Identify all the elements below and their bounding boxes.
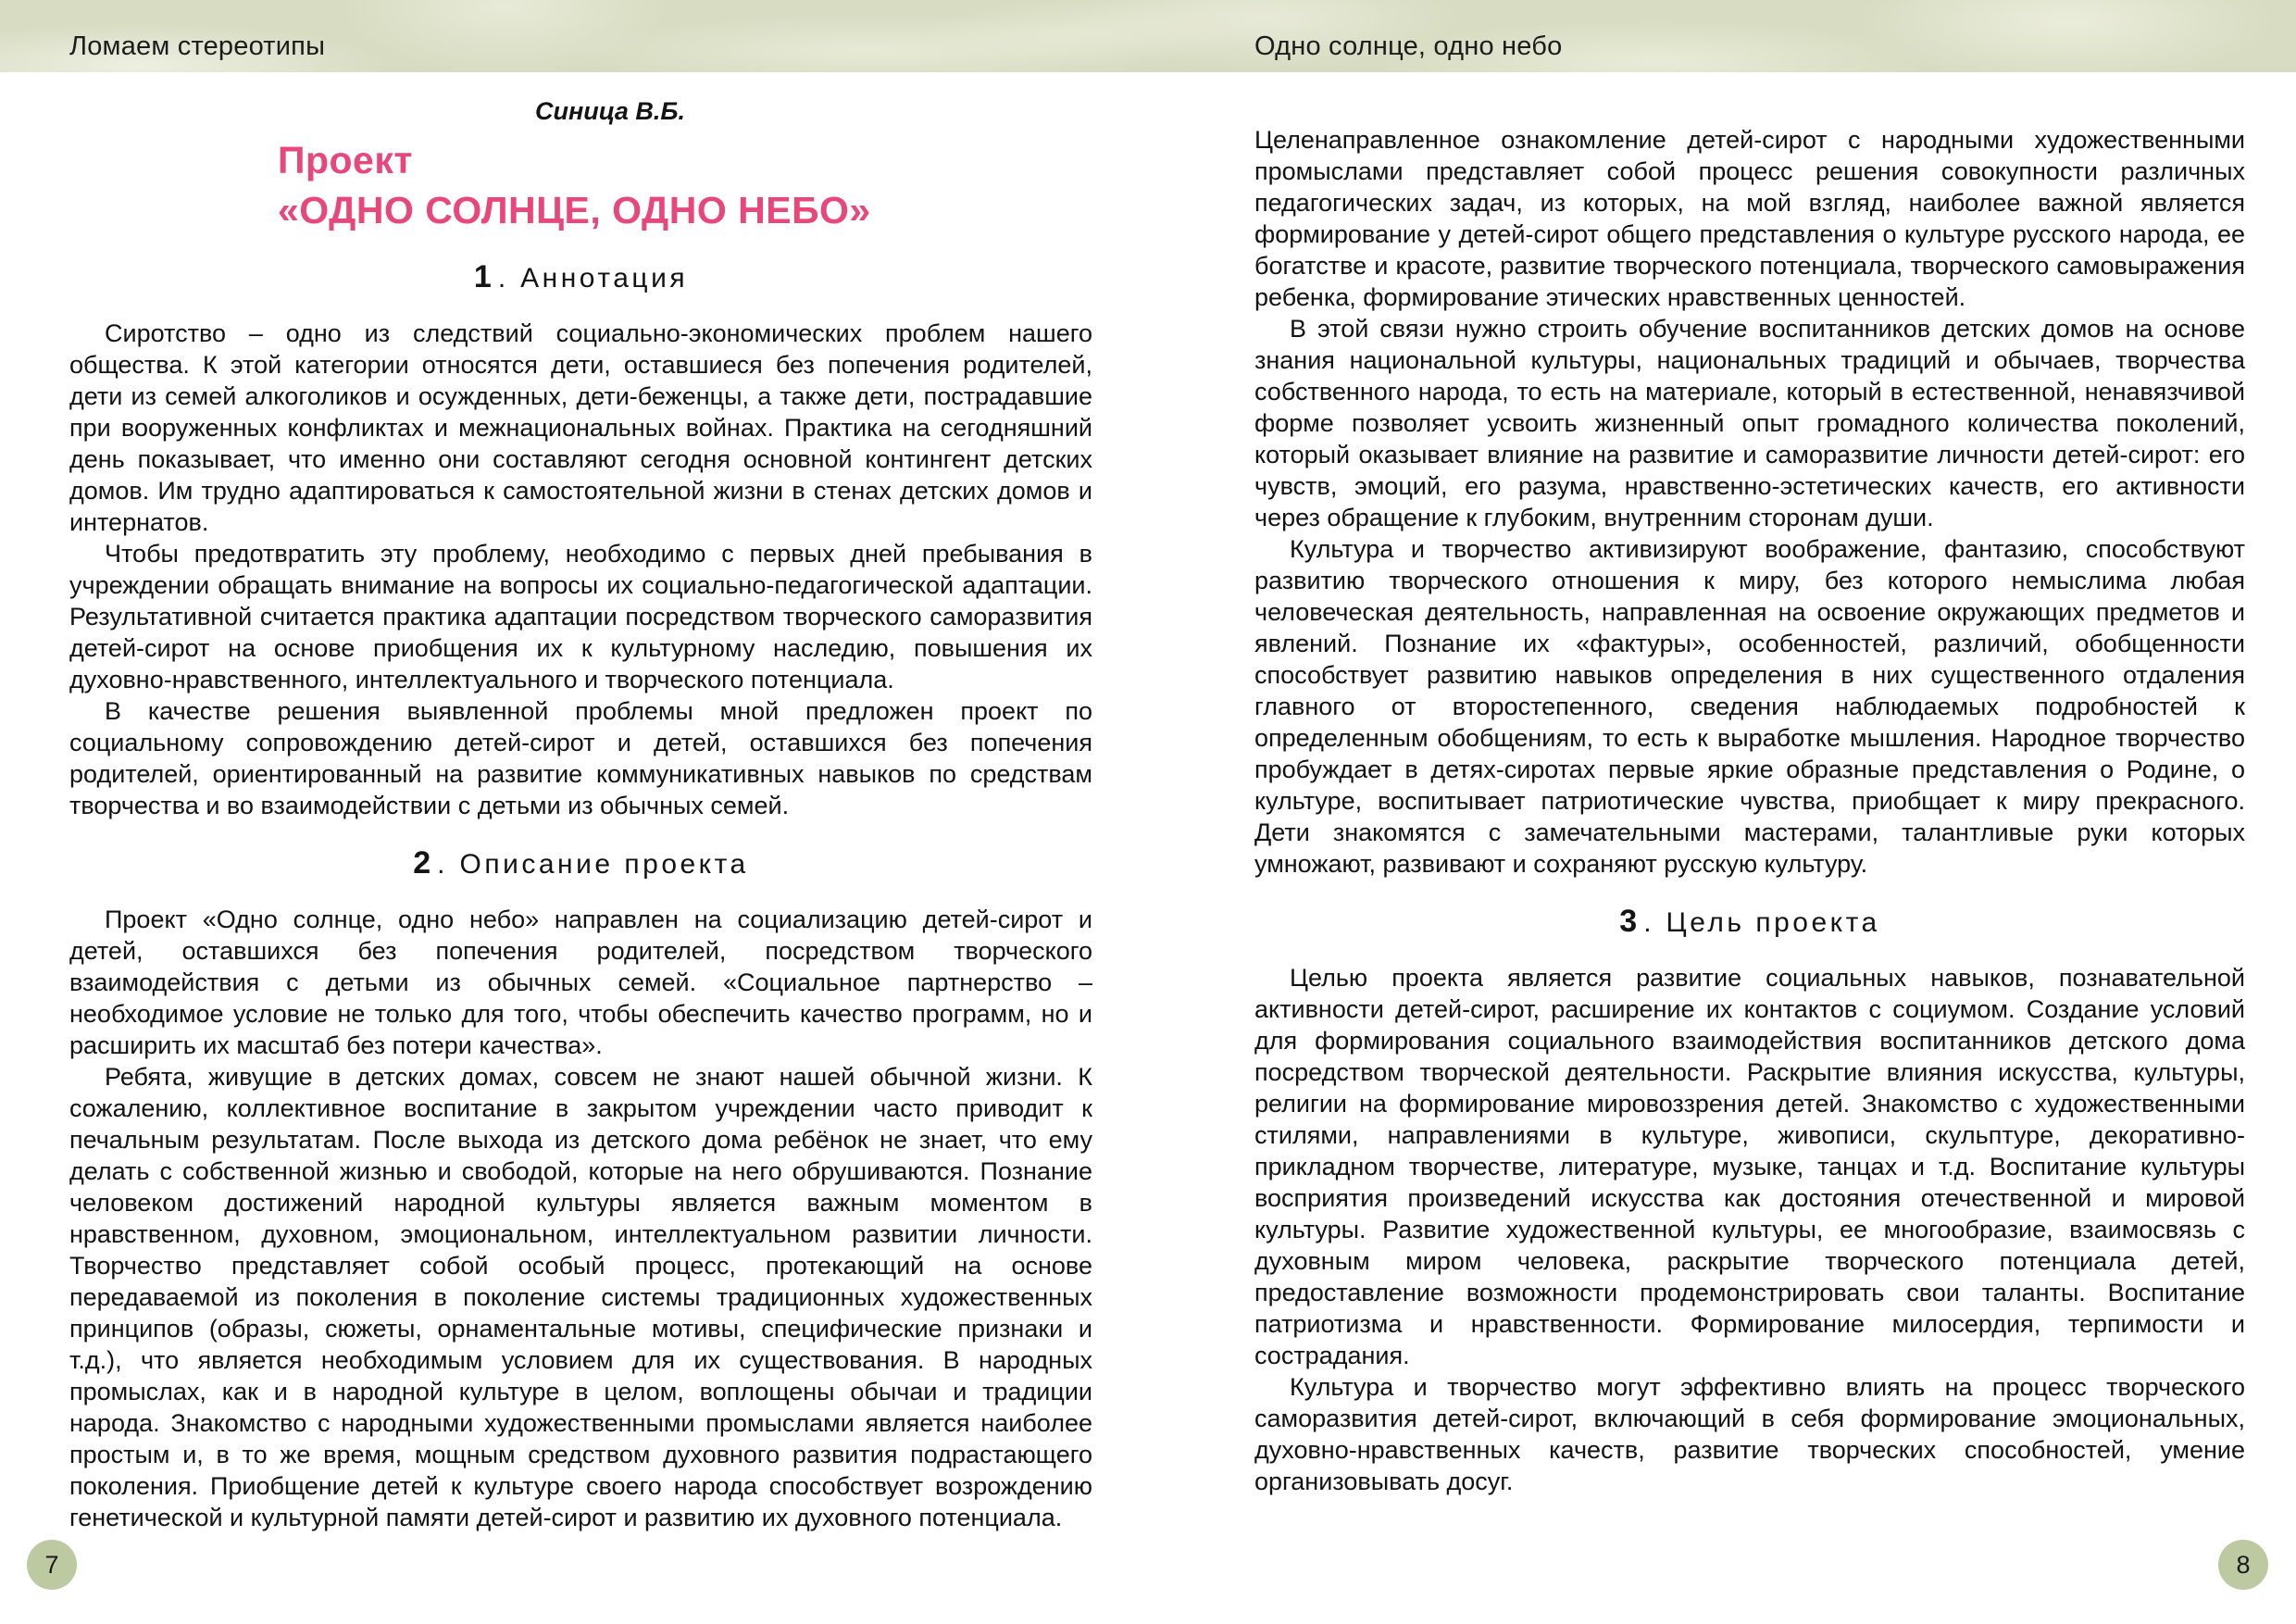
section-title: Цель проекта	[1666, 907, 1880, 938]
description-body	[69, 904, 1092, 1533]
page-number-left: 7	[27, 1540, 77, 1590]
section-number: 2	[413, 845, 431, 881]
section-number: 1	[473, 259, 492, 294]
paragraph: Целенаправленное ознакомление детей-сирот с народными художественными промыслами представляет собой процесс решения совокупности различных педагогических задач, из которых, на мой взгляд, наиболее важной является формирование у детей-сирот общего представления о культуре русского народа, ее богатстве и красоте, развитие творческого потенциала, творческого самовыражения ребенка, формирование этических нравственных ценностей.	[1254, 126, 2245, 311]
paragraph: В этой связи нужно строить обучение воспитанников детских домов на основе знания национальной культуры, национальных традиций и обычаев, творчества собственного народа, то есть на материале, который в естественной, ненавязчивой форме позволяет усвоить жизненный опыт громадного количества поколений, который оказывает влияние на развитие и саморазвитие личности детей-сирот: его чувств, эмоций, его разума, нравственно-эстетических качеств, его активности через обращение к глубоким, внутренним сторонам души.	[1254, 315, 2245, 531]
page-header-band	[0, 0, 2296, 72]
paragraph: Ребята, живущие в детских домах, совсем не знают нашей обычной жизни. К сожалению, коллективное воспитание в закрытом учреждении часто приводит к печальным результатам. После выхода из детского дома ребёнок не знает, что ему делать с собственной жизнью и свободой, которые на него обрушиваются. Познание человеком достижений народной культуры является важным моментом в нравственном, духовном, эмоциональном, интеллектуальном развитии личности. Творчество представляет собой особый процесс, протекающий на основе передаваемой из поколения в поколение системы традиционных художественных принципов (образы, сюжеты, орнаментальные мотивы, специфические признаки и т.д.), что является необходимым условием для их существования. В народных промыслах, как и в народной культуре в целом, воплощены обычаи и традиции народа. Знакомство с народными художественными промыслами является наиболее простым и, в то же время, мощным средством духовного развития подрастающего поколения. Приобщение детей к культуре своего народа способствует возрождению генетической и культурной памяти детей-сирот и развитию их духовного потенциала.	[69, 1063, 1092, 1531]
section-number: 3	[1619, 904, 1638, 939]
section-separator: .	[437, 849, 445, 880]
paragraph: Чтобы предотвратить эту проблему, необходимо с первых дней пребывания в учреждении обращать внимание на вопросы их социально-педагогической адаптации. Результативной считается практика адаптации посредством творческого саморазвития детей-сирот на основе приобщения их к культурному наследию, повышения их духовно-нравственного, интеллектуального и творческого потенциала.	[69, 540, 1092, 693]
goal-body	[1254, 962, 2245, 1497]
section-title: Описание проекта	[459, 849, 749, 880]
section-separator: .	[1643, 907, 1652, 938]
left-page-column	[69, 72, 1092, 1533]
running-title-left: Ломаем стереотипы	[69, 31, 326, 61]
author-name: Синица В.Б.	[534, 97, 685, 125]
section-heading-goal	[1254, 904, 2245, 940]
annotation-body	[69, 318, 1092, 821]
paragraph: Сиротство – одно из следствий социально-экономических проблем нашего общества. К этой категории относятся дети, оставшиеся без попечения родителей, дети из семей алкоголиков и осужденных, дети-беженцы, а также дети, пострадавшие при вооруженных конфликтах и межнациональных войнах. Практика на сегодняшний день показывает, что именно они составляют сегодня основной контингент детских домов. Им трудно адаптироваться к самостоятельной жизни в стенах детских домов и интернатов.	[69, 319, 1092, 536]
paragraph: Культура и творчество активизируют воображение, фантазию, способствуют развитию творческого отношения к миру, без которого немыслима любая человеческая деятельность, направленная на освоение окружающих предметов и явлений. Познание их «фактуры», особенностей, различий, обобщенности способствует развитию навыков определения в них существенного отдаления главного от второстепенного, сведения наблюдаемых подробностей к определенным обобщениям, то есть к выработке мышления. Народное творчество пробуждает в детях-сиротах первые яркие образные представления о Родине, о культуре, воспитывает патриотические чувства, приобщает к миру прекрасного. Дети знакомятся с замечательными мастерами, талантливые руки которых умножают, развивают и сохраняют русскую культуру.	[1254, 535, 2245, 878]
page-number-right: 8	[2218, 1540, 2268, 1590]
project-title-line2: «ОДНО СОЛНЦЕ, ОДНО НЕБО»	[278, 189, 871, 231]
paragraph: Проект «Одно солнце, одно небо» направлен на социализацию детей-сирот и детей, оставшихся без попечения родителей, посредством творческого взаимодействия с детьми из обычных семей. «Социальное партнерство – необходимое условие не только для того, чтобы обеспечить качество программ, но и расширить их масштаб без потери качества».	[69, 906, 1092, 1059]
project-title	[278, 135, 1092, 235]
right-page-column	[1254, 72, 2245, 1497]
project-title-line1: Проект	[278, 139, 413, 181]
section-separator: .	[497, 263, 506, 294]
section-heading-description	[69, 845, 1092, 881]
paragraph: В качестве решения выявленной проблемы мной предложен проект по социальному сопровождению детей-сирот и детей, оставшихся без попечения родителей, ориентированный на развитие коммуникативных навыков по средствам творчества и во взаимодействии с детьми из обычных семей.	[69, 697, 1092, 819]
paragraph: Культура и творчество могут эффективно влиять на процесс творческого саморазвития детей-сирот, включающий в себя формирование эмоциональных, духовно-нравственных качеств, развитие творческих способностей, умение организовывать досуг.	[1254, 1373, 2245, 1495]
section-title: Аннотация	[520, 263, 689, 294]
continuation-body	[1254, 124, 2245, 880]
running-title-right: Одно солнце, одно небо	[1254, 31, 1563, 61]
paragraph: Целью проекта является развитие социальных навыков, познавательной активности детей-сирот, расширение их контактов с социумом. Создание условий для формирования социального взаимодействия воспитанников детского дома посредством творческой деятельности. Раскрытие влияния искусства, культуры, религии на формирование мировоззрения детей. Знакомство с художественными стилями, направлениями в культуре, живописи, скульптуре, декоративно-прикладном творчестве, литературе, музыке, танцах и т.д. Воспитание культуры восприятия произведений искусства как достояния отечественной и мировой культуры. Развитие художественной культуры, ее многообразие, взаимосвязь с духовным миром человека, раскрытие творческого потенциала детей, предоставление возможности продемонстрировать свои таланты. Воспитание патриотизма и нравственности. Формирование милосердия, терпимости и сострадания.	[1254, 964, 2245, 1369]
section-heading-annotation	[69, 259, 1092, 295]
